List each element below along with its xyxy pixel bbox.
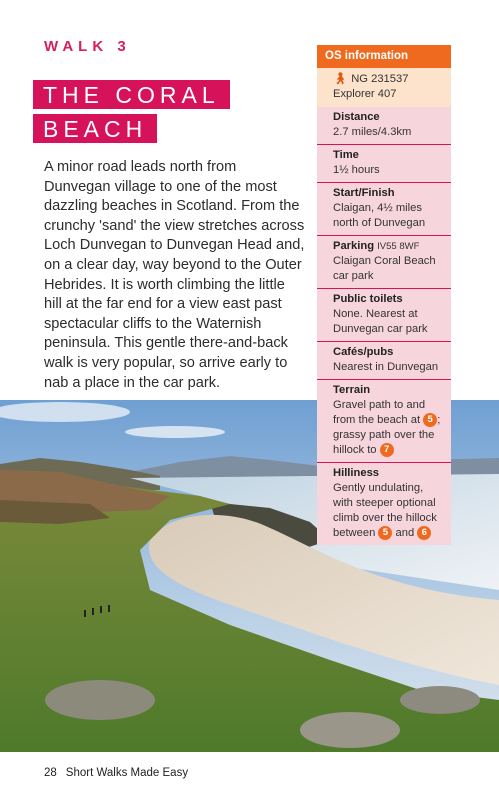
time-section xyxy=(317,144,451,182)
walk-info-sidebar xyxy=(317,45,451,545)
toilets-label: Public toilets xyxy=(333,293,403,305)
cafes-value: Nearest in Dunvegan xyxy=(333,361,439,373)
walker-icon: 🚶︎ xyxy=(333,73,348,85)
time-label: Time xyxy=(333,149,359,161)
grid-reference: NG 231537 xyxy=(351,73,409,85)
intro-paragraph: A minor road leads north from Dunvegan village to one of the most dazzling beaches in Scotland. From the crunchy 'sand' the view stretches across Loch Dunvegan to Dunvegan Head and, on a clear day, way beyond to the Outer Hebrides. It is worth climbing the little hill at the far end for a view east past spectacular cliffs to the Waternish peninsula. This gentle there-and-back walk is very popular, so arrive early to nab a place in the car park. xyxy=(44,159,305,391)
os-map-name: Explorer 407 xyxy=(333,88,397,100)
os-information-heading: OS information xyxy=(317,45,451,68)
hilliness-value xyxy=(333,481,443,541)
distance-value: 2.7 miles/4.3km xyxy=(333,126,412,138)
start-finish-value: Claigan, 4½ miles north of Dunvegan xyxy=(333,202,426,229)
parking-postcode: IV55 8WF xyxy=(377,241,420,252)
terrain-label: Terrain xyxy=(333,384,371,396)
parking-label: Parking xyxy=(333,240,375,252)
waypoint-5-marker: 5 xyxy=(423,413,437,427)
page-title-line-1: THE CORAL xyxy=(33,80,230,109)
hilliness-text: Gently undulating, with steeper optional climb over the hillock between xyxy=(333,482,437,539)
time-value: 1½ hours xyxy=(333,164,380,176)
cafes-label: Cafés/pubs xyxy=(333,346,394,358)
parking-value: Claigan Coral Beach car park xyxy=(333,255,436,282)
terrain-section xyxy=(317,379,451,462)
waypoint-5-marker: 5 xyxy=(378,526,392,540)
waypoint-7-marker: 7 xyxy=(380,443,394,457)
page-number: 28 xyxy=(44,767,57,779)
grid-reference-row xyxy=(333,72,443,87)
terrain-value xyxy=(333,398,443,458)
distance-label: Distance xyxy=(333,111,380,123)
hilliness-label: Hilliness xyxy=(333,467,380,479)
terrain-text-2: ; grassy path over the hillock to xyxy=(333,414,441,456)
page-footer xyxy=(44,767,188,779)
os-information-body xyxy=(317,68,451,107)
book-title: Short Walks Made Easy xyxy=(65,767,189,779)
parking-section xyxy=(317,235,451,288)
cafes-section xyxy=(317,341,451,379)
waypoint-6-marker: 6 xyxy=(417,526,431,540)
start-finish-section xyxy=(317,182,451,235)
toilets-section xyxy=(317,288,451,341)
page-title-line-2: BEACH xyxy=(33,114,157,143)
walk-number-label: WALK 3 xyxy=(44,38,131,55)
distance-section xyxy=(317,107,451,144)
hilliness-section xyxy=(317,462,451,545)
start-finish-label: Start/Finish xyxy=(333,187,395,199)
hilliness-and: and xyxy=(395,527,415,539)
info-sections xyxy=(317,107,451,545)
terrain-text-1: Gravel path to and from the beach at xyxy=(333,399,426,426)
toilets-value: None. Nearest at Dunvegan car park xyxy=(333,308,428,335)
